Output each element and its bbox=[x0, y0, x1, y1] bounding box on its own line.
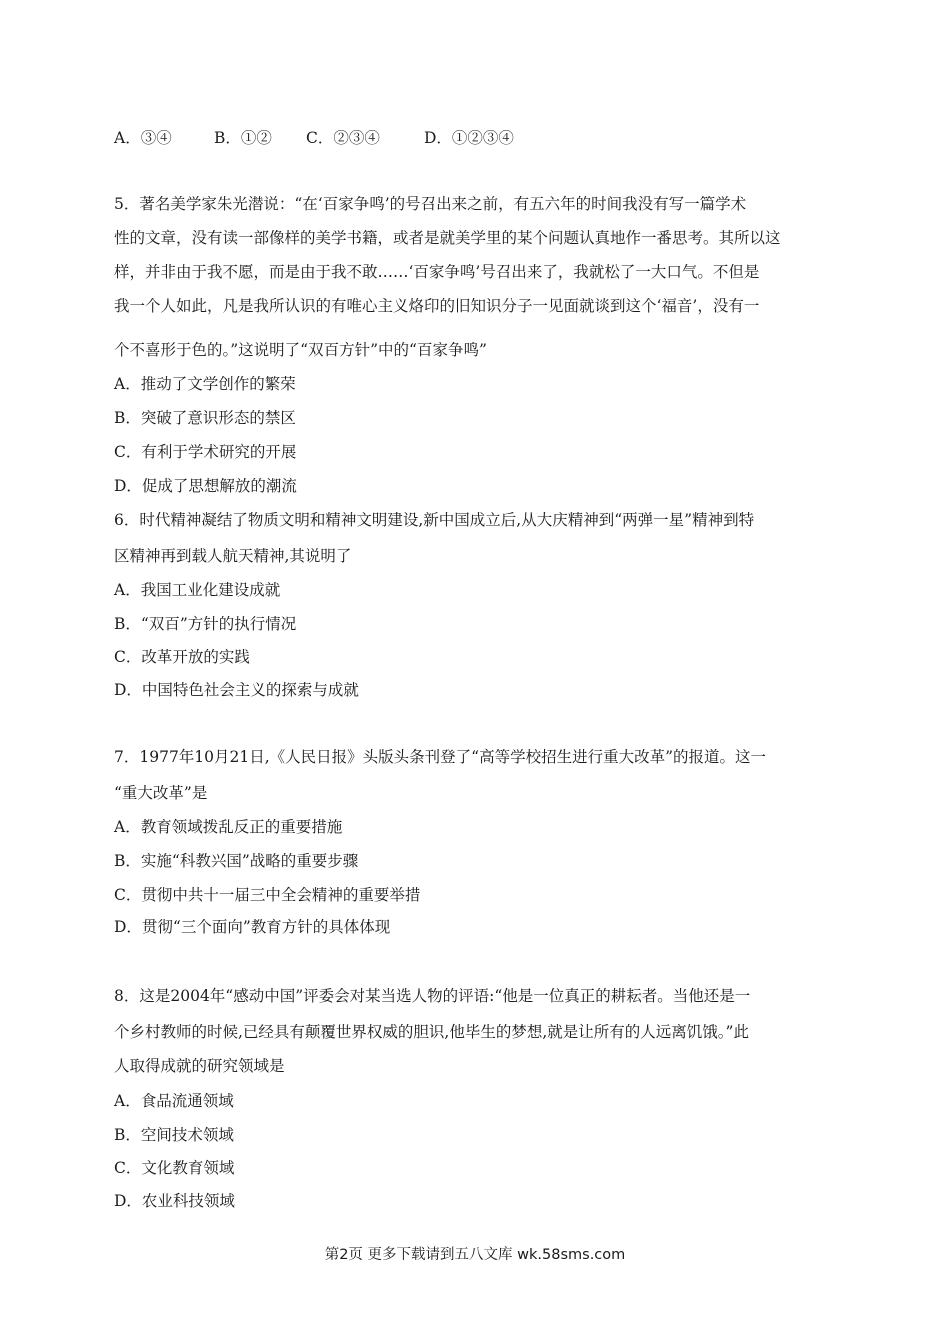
q8-option-b: B．空间技术领域 bbox=[114, 1126, 234, 1144]
q7-stem-line: “重大改革”是 bbox=[114, 784, 208, 802]
q6-stem-line: 区精神再到载人航天精神,其说明了 bbox=[114, 547, 352, 565]
q4-option-d: D．①②③④ bbox=[424, 129, 514, 147]
q5-stem-line: 5．著名美学家朱光潜说：“在‘百家争鸣’的号召出来之前，有五六年的时间我没有写一篇学术 bbox=[114, 195, 747, 213]
q6-option-b: B．“双百”方针的执行情况 bbox=[114, 615, 297, 633]
q8-option-a: A．食品流通领域 bbox=[114, 1092, 234, 1110]
q5-stem-line: 个不喜形于色的。”这说明了“双百方针”中的“百家争鸣” bbox=[114, 341, 487, 359]
q8-stem-line: 个乡村教师的时候,已经具有颠覆世界权威的胆识,他毕生的梦想,就是让所有的人远离饥饿。”此 bbox=[114, 1023, 749, 1041]
q6-option-a: A．我国工业化建设成就 bbox=[114, 581, 281, 599]
q5-option-c: C．有利于学术研究的开展 bbox=[114, 443, 297, 461]
q5-stem-line: 我一个人如此，凡是我所认识的有唯心主义烙印的旧知识分子一见面就谈到这个‘福音’，没有一 bbox=[114, 297, 760, 315]
q5-option-d: D．促成了思想解放的潮流 bbox=[114, 477, 297, 495]
q7-option-d: D．贯彻“三个面向”教育方针的具体体现 bbox=[114, 918, 391, 936]
q8-stem-line: 人取得成就的研究领域是 bbox=[114, 1057, 285, 1075]
q5-stem-line: 样，并非由于我不愿，而是由于我不敢……‘百家争鸣’号召出来了，我就松了一大口气。不但是 bbox=[114, 263, 760, 281]
q5-option-a: A．推动了文学创作的繁荣 bbox=[114, 375, 296, 393]
q8-option-d: D．农业科技领域 bbox=[114, 1192, 235, 1210]
q6-option-c: C．改革开放的实践 bbox=[114, 648, 250, 666]
q7-stem-line: 7．1977年10月21日,《人民日报》头版头条刊登了“高等学校招生进行重大改革”的报道。这一 bbox=[114, 748, 767, 766]
page-footer: 第2页 更多下载请到五八文库 wk.58sms.com bbox=[324, 1247, 626, 1263]
q4-option-b: B．①② bbox=[214, 129, 272, 147]
q8-option-c: C．文化教育领域 bbox=[114, 1159, 235, 1177]
q7-option-a: A．教育领域拨乱反正的重要措施 bbox=[114, 818, 343, 836]
q5-stem-line: 性的文章，没有读一部像样的美学书籍，或者是就美学里的某个问题认真地作一番思考。其所以这 bbox=[114, 229, 781, 247]
q4-options bbox=[114, 128, 514, 148]
q5-option-b: B．突破了意识形态的禁区 bbox=[114, 409, 296, 427]
q8-stem-line: 8．这是2004年“感动中国”评委会对某当选人物的评语:“他是一位真正的耕耘者。当他还是一 bbox=[114, 987, 751, 1005]
q4-option-c: C．②③④ bbox=[306, 129, 380, 147]
q6-stem-line: 6．时代精神凝结了物质文明和精神文明建设,新中国成立后,从大庆精神到“两弹一星”精神到特 bbox=[114, 511, 755, 529]
q6-option-d: D．中国特色社会主义的探索与成就 bbox=[114, 681, 359, 699]
q7-option-b: B．实施“科教兴国”战略的重要步骤 bbox=[114, 852, 359, 870]
q7-option-c: C．贯彻中共十一届三中全会精神的重要举措 bbox=[114, 886, 421, 904]
q4-option-a: A．③④ bbox=[114, 129, 172, 147]
